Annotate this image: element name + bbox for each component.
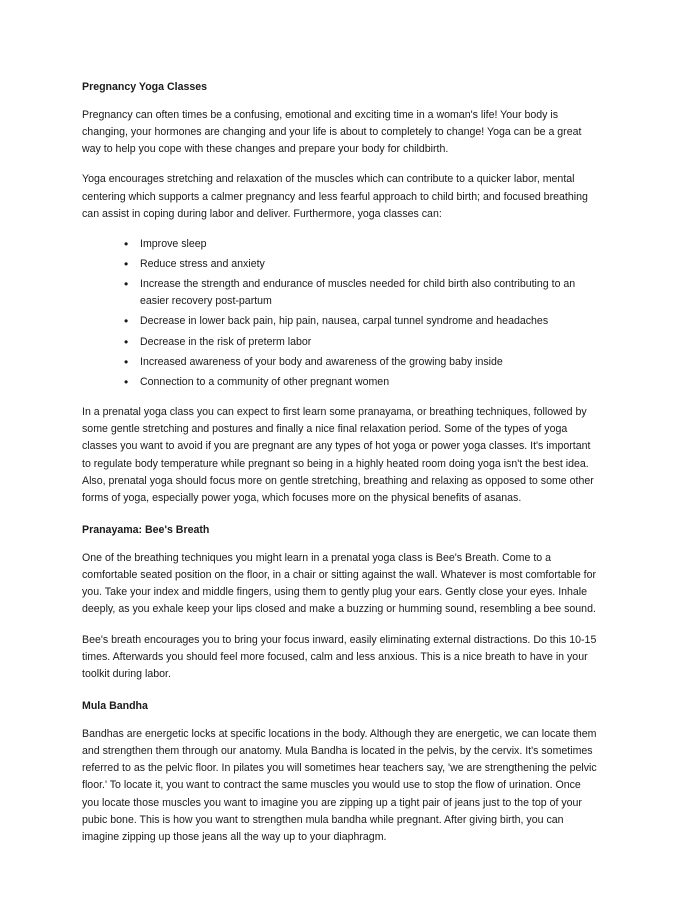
intro-paragraph-1: Pregnancy can often times be a confusing, emotional and exciting time in a woman's life! Your body is changing, your hormones are changing and your life is about to completely to change! Yoga can be a great way to help you cope with these changes and prepare your body for childbirth.: [82, 108, 582, 156]
document-body: [82, 80, 598, 846]
pranayama-paragraph-2: Bee's breath encourages you to bring your focus inward, easily eliminating external distractions. Do this 10-15 times. Afterwards you should feel more focused, calm and less anxious. This is a nice breath to have in your toolkit during labor.: [82, 633, 597, 680]
list-item: • Increase the strength and endurance of muscles needed for child birth also contributing to an easier recovery post-partum: [124, 276, 598, 310]
list-item: • Reduce stress and anxiety: [124, 256, 598, 273]
section-heading-pranayama: Pranayama: Bee's Breath: [82, 524, 210, 537]
prenatal-class-paragraph: In a prenatal yoga class you can expect to first learn some pranayama, or breathing techniques, followed by some gentle stretching and postures and finally a nice final relaxation period. Some of the types of yoga classes you want to avoid if you are pregnant are any types of hot yoga or power yoga classes. It's important to regulate body temperature while pregnant so being in a highly heated room doing yoga isn't the best idea. Also, prenatal yoga should focus more on gentle stretching, breathing and relaxing as opposed to some other forms of yoga, especially power yoga, which focuses more on the physical benefits of asanas.: [82, 406, 594, 504]
intro-paragraph-2: Yoga encourages stretching and relaxation of the muscles which can contribute to a quicker labor, mental centering which supports a calmer pregnancy and less fearful approach to child birth; and focused breathing can assist in coping during labor and deliver. Furthermore, yoga classes can:: [82, 173, 588, 220]
mula-bandha-paragraph-1: Bandhas are energetic locks at specific locations in the body. Although they are energetic, we can locate them and strengthen them through our anatomy. Mula Bandha is located in the pelvis, by the cervix. It's sometimes referred to as the pelvic floor. In pilates you will sometimes hear teachers say, 'we are strengthening the pelvic floor.' To locate it, you want to contract the same muscles you would use to stop the flow of urination. Once you locate those muscles you want to imagine you are zipping up a tight pair of jeans just to the top of your pubic bone. This is how you want to strengthen mula bandha while pregnant. After giving birth, you can imagine zipping up those jeans all the way up to your diaphragm.: [82, 727, 597, 843]
list-item: • Decrease in the risk of preterm labor: [124, 334, 598, 351]
list-item: • Increased awareness of your body and awareness of the growing baby inside: [124, 354, 598, 371]
list-item: • Connection to a community of other pregnant women: [124, 374, 598, 391]
pranayama-paragraph-1: One of the breathing techniques you might learn in a prenatal yoga class is Bee's Breath. Come to a comfortable seated position on the floor, in a chair or sitting against the wall. Whatever is most comfortable for you. Take your index and middle fingers, using them to gently plug your ears. Gently close your eyes. Inhale deeply, as you exhale keep your lips closed and make a buzzing or humming sound, resembling a bee sound.: [82, 551, 597, 616]
section-heading-mula-bandha: Mula Bandha: [82, 700, 148, 712]
list-item: • Improve sleep: [124, 236, 598, 253]
list-item: • Decrease in lower back pain, hip pain, nausea, carpal tunnel syndrome and headaches: [124, 313, 598, 330]
benefits-list: [82, 236, 598, 391]
page-title: Pregnancy Yoga Classes: [82, 81, 208, 93]
